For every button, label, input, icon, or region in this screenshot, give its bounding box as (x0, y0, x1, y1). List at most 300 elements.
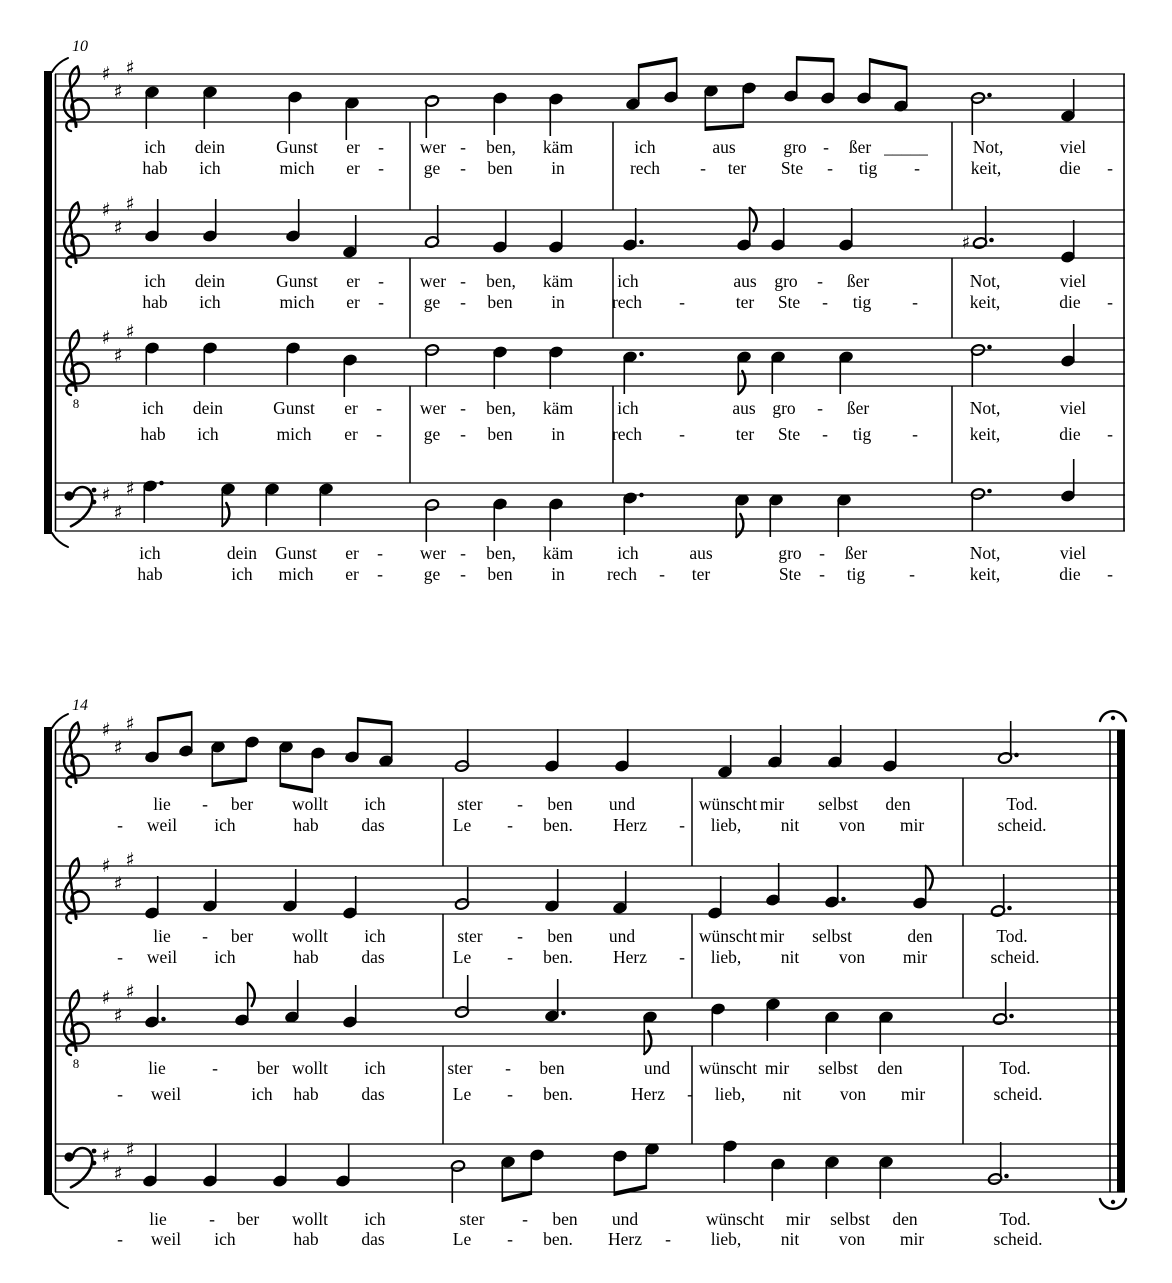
lyric-syllable: - (822, 292, 828, 312)
sharp-icon: ♯ (125, 478, 135, 500)
note (492, 346, 507, 389)
lyric-syllable: weil (146, 815, 178, 835)
lyric-syllable: hab (142, 158, 168, 178)
sharp-icon: ♯ (125, 981, 135, 1003)
augmentation-dot (159, 481, 164, 486)
note (424, 499, 439, 542)
lyric-syllable: Le (452, 815, 472, 835)
lyric-syllable: hab (137, 564, 163, 584)
augmentation-dot (639, 240, 644, 245)
lyric-syllable: ster (457, 926, 483, 946)
note (342, 985, 357, 1028)
bracket-hook (52, 714, 68, 728)
beam (870, 58, 907, 71)
sharp-icon: ♯ (101, 484, 111, 506)
lyric-syllable: ter (735, 424, 755, 444)
system-bracket (44, 71, 52, 534)
note (492, 210, 507, 253)
lyric-syllable: ben, (486, 137, 516, 157)
note (710, 1003, 725, 1046)
note (548, 93, 563, 136)
lyric-syllable: - (117, 1084, 123, 1104)
lyric-syllable: weil (146, 947, 178, 967)
lyric-syllable: ben (547, 794, 573, 814)
lyric-line-2 (117, 947, 1039, 967)
note (783, 56, 835, 104)
lyric-syllable: von (839, 1084, 867, 1104)
note (642, 1011, 657, 1054)
lyric-syllable: - (378, 158, 384, 178)
sharp-icon: ♯ (113, 737, 123, 759)
lyric-syllable: wer (419, 137, 447, 157)
lyric-syllable: lieb, (714, 1084, 746, 1104)
lyric-syllable: ich (144, 271, 166, 291)
lyric-syllable: Le (452, 947, 472, 967)
note (912, 866, 932, 909)
note (770, 351, 785, 394)
lyric-syllable: gro (778, 543, 802, 563)
lyric-syllable: Not, (969, 271, 1001, 291)
lyric-syllable: mir (759, 926, 785, 946)
lyric-syllable: ter (735, 292, 755, 312)
lyric-syllable: ich (199, 292, 221, 312)
lyric-line-1 (139, 543, 1086, 563)
lyric-syllable: er (346, 158, 360, 178)
lyric-syllable: ich (139, 543, 161, 563)
lyric-syllable: viel (1059, 137, 1087, 157)
note (878, 1011, 893, 1054)
lyric-syllable: - (687, 1084, 693, 1104)
lyric-syllable: - (819, 543, 825, 563)
note (344, 97, 359, 140)
sharp-icon: ♯ (113, 502, 123, 524)
lyric-syllable: käm (542, 543, 574, 563)
staff-bass (55, 1139, 1125, 1249)
fermata-icon (1100, 1199, 1126, 1209)
staff-tenor (55, 321, 1125, 444)
lyric-syllable: die (1059, 564, 1081, 584)
lyric-syllable: er (346, 271, 360, 291)
treble-clef-icon (64, 203, 89, 268)
lyric-line-1 (148, 1058, 1030, 1078)
lyric-syllable: mir (764, 1058, 790, 1078)
lyric-syllable: in (551, 564, 565, 584)
lyric-syllable: - (1107, 424, 1113, 444)
lyric-syllable: von (838, 947, 866, 967)
sharp-icon: ♯ (125, 849, 135, 871)
lyric-syllable: - (507, 1084, 513, 1104)
lyric-syllable: ber (236, 1209, 260, 1229)
sharp-icon: ♯ (113, 345, 123, 367)
lyric-syllable: das (361, 1229, 385, 1249)
lyric-syllable: wollt (292, 794, 328, 814)
lyric-syllable: in (551, 158, 565, 178)
note (722, 1140, 737, 1183)
lyric-syllable: nit (780, 815, 800, 835)
lyric-syllable: - (202, 794, 208, 814)
lyric-syllable: dein (226, 543, 258, 563)
lyric-syllable: scheid. (997, 815, 1047, 835)
note (272, 1144, 287, 1187)
lyric-syllable: - (507, 947, 513, 967)
lyric-syllable: ben (487, 564, 513, 584)
lyric-syllable: käm (542, 137, 574, 157)
sharp-icon: ♯ (101, 199, 111, 221)
lyric-syllable: weil (150, 1229, 182, 1249)
sharp-icon: ♯ (101, 987, 111, 1009)
lyric-syllable: Not, (972, 137, 1004, 157)
lyric-syllable: er (344, 424, 358, 444)
note (824, 1011, 839, 1054)
lyric-syllable: ich (144, 137, 166, 157)
lyric-syllable: dein (192, 398, 224, 418)
note (838, 208, 853, 251)
lyric-syllable: scheid. (990, 947, 1040, 967)
lyric-syllable: ben. (543, 947, 573, 967)
lyric-syllable: - (212, 1058, 218, 1078)
lyric-syllable: - (914, 158, 920, 178)
lyric-syllable: ster (459, 1209, 485, 1229)
lyric-syllable: wer (419, 543, 447, 563)
octave-8-mark: 8 (72, 1056, 80, 1071)
lyric-line-2 (117, 1229, 1042, 1249)
octave-8-mark: 8 (72, 396, 80, 411)
treble-clef-icon (64, 723, 89, 788)
lyric-syllable: lieb, (710, 947, 742, 967)
lyric-syllable: - (378, 271, 384, 291)
lyric-syllable: Gunst (273, 398, 315, 418)
lyric-line-2 (117, 815, 1046, 835)
lyric-syllable: nit (782, 1084, 802, 1104)
lyric-syllable: ich (617, 543, 639, 563)
system (44, 711, 1126, 1249)
lyric-syllable: dein (194, 137, 226, 157)
lyric-line-1 (153, 794, 1037, 814)
lyric-syllable: - (679, 424, 685, 444)
lyric-syllable: rech (611, 292, 643, 312)
note (838, 351, 853, 394)
note (882, 729, 897, 772)
lyric-syllable: wer (419, 271, 447, 291)
lyric-line-2 (142, 292, 1113, 312)
augmentation-dot (161, 1017, 166, 1022)
lyric-syllable: ben. (543, 815, 573, 835)
bass-clef-icon (92, 1149, 97, 1154)
lyric-syllable: rech (611, 424, 643, 444)
staff-bass (55, 459, 1125, 584)
note (544, 869, 559, 912)
lyric-syllable: er (346, 137, 360, 157)
lyric-syllable: ter (691, 564, 711, 584)
note (342, 876, 357, 919)
lyric-syllable: wollt (292, 926, 328, 946)
lyric-syllable: hab (293, 947, 319, 967)
lyric-syllable: die (1059, 292, 1081, 312)
lyric-syllable: Ste (777, 292, 801, 312)
beam (212, 778, 246, 788)
fermata-icon (1111, 716, 1115, 720)
note (614, 729, 629, 772)
note (1060, 220, 1075, 263)
lyric-syllable: wollt (292, 1209, 328, 1229)
lyric-syllable: - (460, 424, 466, 444)
lyric-syllable: lie (149, 1209, 167, 1229)
augmentation-dot (1004, 1174, 1009, 1179)
note (424, 205, 439, 248)
lyric-syllable: ich (231, 564, 253, 584)
system-bracket (44, 727, 52, 1195)
note (450, 1160, 465, 1203)
beam (358, 717, 392, 726)
note (612, 1143, 659, 1196)
lyric-syllable: mir (902, 947, 928, 967)
lyric-syllable: lie (153, 926, 171, 946)
augmentation-dot (989, 238, 994, 243)
lyric-syllable: Ste (780, 158, 804, 178)
eighth-flag (248, 983, 255, 1006)
lyric-line-2 (142, 158, 1113, 178)
note (548, 210, 563, 253)
lyric-syllable: Herz (612, 815, 648, 835)
lyric-syllable: - (912, 292, 918, 312)
lyric-syllable: - (679, 815, 685, 835)
lyric-syllable: - (117, 947, 123, 967)
lyric-syllable: ich (364, 1209, 386, 1229)
lyric-syllable: ge (423, 158, 441, 178)
sharp-icon: ♯ (101, 1145, 111, 1167)
sharp-icon: ♯ (101, 327, 111, 349)
note (736, 351, 751, 394)
lyric-syllable: Tod. (996, 926, 1028, 946)
lyric-syllable: ge (423, 424, 441, 444)
bass-clef-icon (92, 500, 97, 505)
note (454, 975, 469, 1018)
lyric-syllable: ben. (543, 1084, 573, 1104)
lyric-syllable: in (551, 424, 565, 444)
lyric-syllable: ich (214, 947, 236, 967)
lyric-syllable: selbst (818, 794, 858, 814)
treble-clef-icon (64, 203, 89, 268)
treble-clef-icon (64, 331, 89, 412)
note (202, 869, 217, 912)
lyric-syllable: - (378, 292, 384, 312)
lyric-syllable: - (822, 424, 828, 444)
measure-number: 10 (72, 38, 88, 55)
lyric-syllable: - (827, 158, 833, 178)
lyric-syllable: tig (846, 564, 866, 584)
lyric-syllable: mir (899, 1229, 925, 1249)
note (202, 199, 217, 242)
lyric-syllable: - (377, 543, 383, 563)
staff-alto (55, 849, 1125, 967)
note (997, 721, 1018, 764)
lyric-syllable: käm (542, 398, 574, 418)
augmentation-dot (639, 352, 644, 357)
lyric-syllable: Le (452, 1084, 472, 1104)
lyric-syllable: - (376, 424, 382, 444)
bracket-hook (52, 58, 68, 72)
beam (639, 57, 677, 69)
sharp-icon: ♯ (125, 1139, 135, 1161)
treble-clef-icon (64, 331, 89, 396)
lyric-syllable: mich (278, 564, 314, 584)
sharp-icon: ♯ (125, 713, 135, 735)
lyric-syllable: ich (214, 815, 236, 835)
lyric-syllable: - (460, 564, 466, 584)
note (144, 876, 159, 919)
lyric-syllable: - (460, 158, 466, 178)
lyric-syllable: ber (256, 1058, 280, 1078)
lyric-syllable: - (679, 947, 685, 967)
lyric-syllable: - (912, 424, 918, 444)
beam (280, 783, 312, 794)
lyric-syllable: ben (487, 292, 513, 312)
lyric-syllable: - (460, 271, 466, 291)
lyric-syllable: Herz (607, 1229, 643, 1249)
sharp-icon: ♯ (113, 873, 123, 895)
bass-clef-icon (92, 1161, 97, 1166)
lyric-syllable: dein (194, 271, 226, 291)
lyric-syllable: die (1059, 424, 1081, 444)
final-barline-thick (1117, 730, 1125, 1192)
lyric-syllable: keit, (969, 424, 1001, 444)
lyric-syllable: mir (900, 1084, 926, 1104)
lyric-syllable: - (817, 271, 823, 291)
sharp-icon: ♯ (101, 63, 111, 85)
augmentation-dot (1007, 906, 1012, 911)
lyric-syllable: ben (552, 1209, 578, 1229)
augmentation-dot (1014, 753, 1019, 758)
augmentation-dot (639, 493, 644, 498)
treble-clef-icon (64, 723, 89, 788)
lyric-syllable: keit, (969, 292, 1001, 312)
sharp-icon: ♯ (101, 719, 111, 741)
staff-tenor (55, 975, 1125, 1104)
lyric-syllable: ber (230, 794, 254, 814)
lyric-syllable: ge (423, 292, 441, 312)
lyric-syllable: - (202, 926, 208, 946)
lyric-syllable: selbst (818, 1058, 858, 1078)
lyric-syllable: lieb, (710, 815, 742, 835)
note (144, 711, 193, 763)
lyric-syllable: ge (423, 564, 441, 584)
lyric-syllable: - (823, 137, 829, 157)
note (548, 346, 563, 389)
lyric-syllable: aus (712, 137, 736, 157)
lyric-syllable: Tod. (999, 1058, 1031, 1078)
note (992, 982, 1013, 1025)
lyric-syllable: - (377, 564, 383, 584)
lyric-syllable: und (608, 794, 636, 814)
lyric-syllable: den (907, 926, 933, 946)
lyric-syllable: weil (150, 1084, 182, 1104)
lyric-syllable: ben, (486, 398, 516, 418)
lyric-syllable: - (117, 815, 123, 835)
lyric-syllable: tig (858, 158, 878, 178)
bracket-hook (52, 533, 68, 547)
lyric-syllable: ich (617, 398, 639, 418)
sharp-icon: ♯ (113, 217, 123, 239)
lyric-syllable: ben (539, 1058, 565, 1078)
lyric-syllable: ben (487, 424, 513, 444)
measure-number: 14 (72, 697, 88, 714)
note (285, 199, 300, 242)
staff-alto (55, 193, 1125, 312)
sharp-icon: ♯ (113, 1163, 123, 1185)
note (544, 979, 565, 1022)
note (1060, 459, 1075, 502)
lyric-syllable: er (344, 398, 358, 418)
lyric-syllable: wünscht (698, 794, 758, 814)
note (144, 342, 159, 385)
note (142, 480, 163, 523)
note (827, 725, 842, 768)
lyric-syllable: scheid. (993, 1229, 1043, 1249)
lyric-syllable: tig (852, 292, 872, 312)
note (856, 58, 908, 112)
lyric-syllable: ben. (543, 1229, 573, 1249)
lyric-syllable: wünscht (698, 926, 758, 946)
lyric-syllable: selbst (830, 1209, 870, 1229)
note (210, 736, 259, 787)
sharp-icon: ♯ (113, 1005, 123, 1027)
lyric-syllable: ich (364, 926, 386, 946)
lyric-syllable: Gunst (275, 543, 317, 563)
lyric-syllable: ßer (846, 398, 870, 418)
lyric-syllable: und (643, 1058, 671, 1078)
beam (158, 711, 192, 722)
lyric-syllable: - (817, 398, 823, 418)
lyric-syllable: den (892, 1209, 918, 1229)
lyric-syllable: Not, (969, 543, 1001, 563)
note (736, 208, 756, 251)
note (335, 1144, 350, 1187)
lyric-syllable: mich (279, 292, 315, 312)
lyric-syllable: den (877, 1058, 903, 1078)
lyric-line-1 (144, 271, 1086, 291)
eighth-flag (736, 514, 743, 537)
lyric-syllable: - (909, 564, 915, 584)
lyric-syllable: - (378, 137, 384, 157)
note (142, 1144, 157, 1187)
lyric-syllable: viel (1059, 271, 1087, 291)
lyric-syllable: mir (785, 1209, 811, 1229)
treble-clef-icon (64, 991, 89, 1056)
lyric-syllable: - (522, 1209, 528, 1229)
lyric-syllable: Ste (778, 564, 802, 584)
lyric-syllable: aus (732, 398, 756, 418)
note (970, 488, 991, 531)
note (282, 869, 297, 912)
note (622, 208, 643, 251)
beam (797, 56, 834, 63)
treble-clef-icon (64, 67, 89, 132)
lyric-syllable: scheid. (993, 1084, 1043, 1104)
lyric-syllable: ich (364, 794, 386, 814)
lyric-syllable: - (505, 1058, 511, 1078)
lyric-syllable: lie (153, 794, 171, 814)
lyric-syllable: hab (140, 424, 166, 444)
lyric-syllable: - (117, 1229, 123, 1249)
note (544, 729, 559, 772)
lyric-syllable: ich (634, 137, 656, 157)
augmentation-dot (987, 489, 992, 494)
note (454, 867, 469, 910)
lyric-syllable: ster (457, 794, 483, 814)
lyric-syllable: - (376, 398, 382, 418)
note (202, 342, 217, 385)
system (44, 56, 1125, 584)
